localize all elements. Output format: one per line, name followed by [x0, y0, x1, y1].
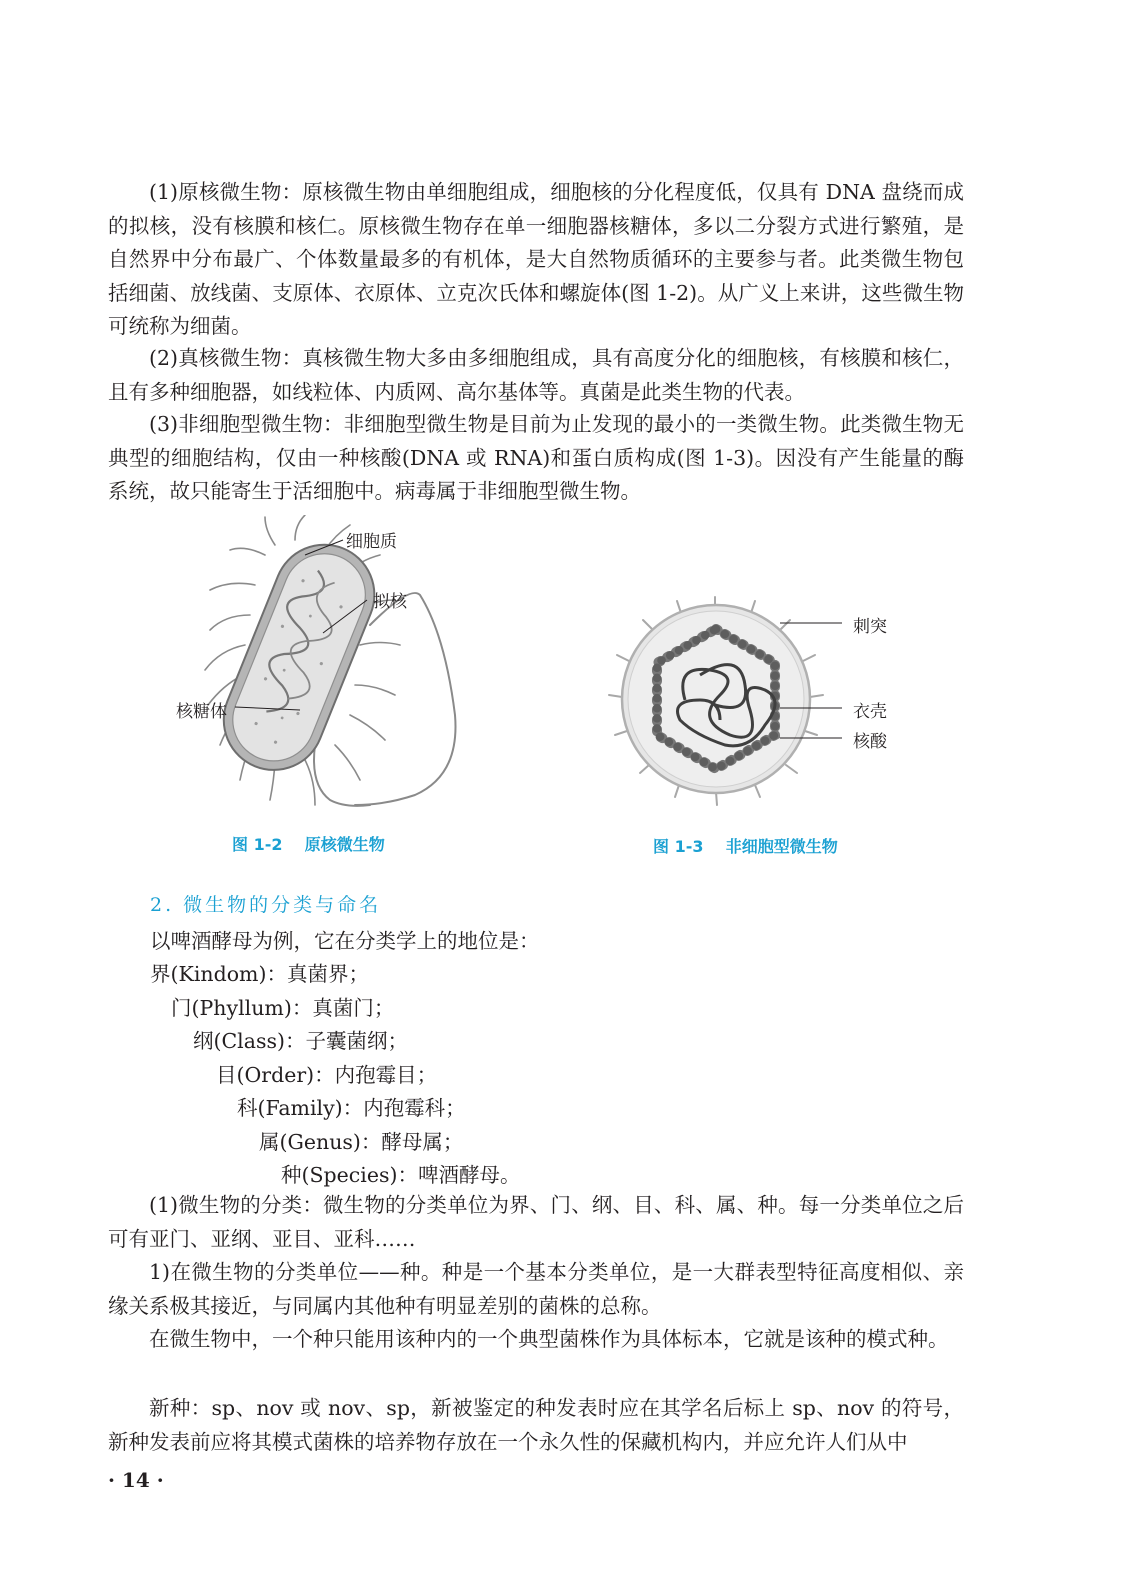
taxonomy-kingdom: 界(Kindom)：真菌界； — [150, 962, 369, 986]
bacterium-illustration — [195, 515, 465, 815]
label-cytoplasm: 细胞质 — [346, 532, 397, 552]
paragraph-type-species: 在微生物中，一个种只能用该种内的一个典型菌株作为具体标本，它就是该种的模式种。 — [149, 1327, 949, 1351]
label-capsid: 衣壳 — [853, 702, 887, 722]
taxonomy-class: 纲(Class)：子囊菌纲； — [193, 1029, 408, 1053]
caption-number: 图 1-3 — [653, 837, 704, 856]
taxonomy-genus: 属(Genus)：酵母属； — [259, 1130, 464, 1154]
caption-text: 非细胞型微生物 — [725, 837, 838, 856]
taxonomy-phylum: 门(Phyllum)：真菌门； — [171, 996, 395, 1020]
caption-text: 原核微生物 — [304, 835, 385, 854]
taxonomy-order: 目(Order)：内孢霉目； — [216, 1063, 438, 1087]
label-ribosome: 核糖体 — [176, 702, 227, 722]
caption-number: 图 1-2 — [232, 835, 283, 854]
label-spike: 刺突 — [853, 617, 887, 637]
taxonomy-species: 种(Species)：啤酒酵母。 — [281, 1163, 521, 1187]
paragraph-eukaryote: (2)真核微生物：真核微生物大多由多细胞组成，具有高度分化的细胞核，有核膜和核仁，且有多种细胞器，如线粒体、内质网、高尔基体等。真菌是此类生物的代表。 — [108, 346, 964, 404]
figure-1-3-caption — [653, 834, 838, 857]
paragraph-species-unit: 1)在微生物的分类单位——种。种是一个基本分类单位，是一大群表型特征高度相似、亲缘关系极其接近，与同属内其他种有明显差别的菌株的总称。 — [108, 1260, 964, 1318]
intro-line: 以啤酒酵母为例，它在分类学上的地位是： — [150, 929, 540, 953]
label-nucleic-acid: 核酸 — [853, 732, 887, 752]
paragraph-new-species: 新种：sp、nov 或 nov、sp，新被鉴定的种发表时应在其学名后标上 sp、nov 的符号，新种发表前应将其模式菌株的培养物存放在一个永久性的保藏机构内，并应允许人们从中 — [108, 1396, 964, 1454]
figure-1-2-caption — [232, 832, 385, 855]
label-nucleoid: 拟核 — [373, 592, 407, 612]
paragraph-acellular: (3)非细胞型微生物：非细胞型微生物是目前为止发现的最小的一类微生物。此类微生物无典型的细胞结构，仅由一种核酸(DNA 或 RNA)和蛋白质构成(图 1-3)。因没有产生能量的酶系统，故只能寄生于活细胞中。病毒属于非细胞型微生物。 — [108, 412, 964, 503]
virus-leader-lines — [780, 620, 850, 745]
paragraph-classification: (1)微生物的分类：微生物的分类单位为界、门、纲、目、科、属、种。每一分类单位之后可有亚门、亚纲、亚目、亚科…… — [108, 1193, 964, 1251]
taxonomy-family: 科(Family)：内孢霉科； — [237, 1096, 466, 1120]
section-heading: 2. 微生物的分类与命名 — [150, 894, 382, 916]
page-number: · 14 · — [108, 1468, 164, 1492]
paragraph-prokaryote: (1)原核微生物：原核微生物由单细胞组成，细胞核的分化程度低，仅具有 DNA 盘绕而成的拟核，没有核膜和核仁。原核微生物存在单一细胞器核糖体，多以二分裂方式进行繁殖，是自然界中分布最广、个体数量最多的有机体，是大自然物质循环的主要参与者。此类微生物包括细菌、放线菌、支原体、衣原体、立克次氏体和螺旋体(图 1-2)。从广义上来讲，这些微生物可统称为细菌。 — [108, 180, 964, 338]
